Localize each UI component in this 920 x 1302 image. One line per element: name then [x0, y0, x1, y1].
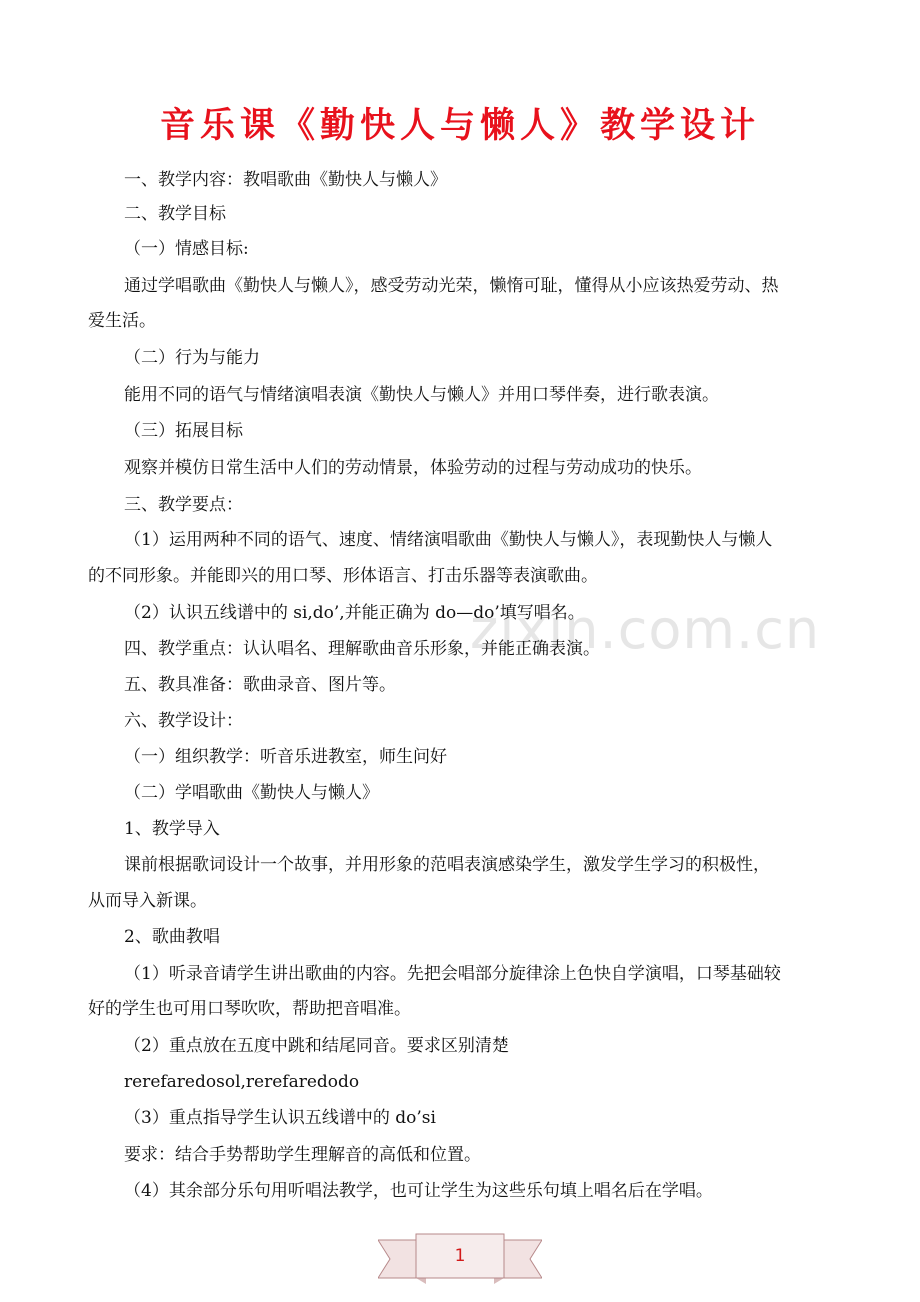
- text-line: 五、教具准备：歌曲录音、图片等。: [124, 675, 396, 695]
- text-line: 能用不同的语气与情绪演唱表演《勤快人与懒人》并用口琴伴奏，进行歌表演。: [124, 385, 719, 405]
- page-number: 1: [454, 1246, 466, 1266]
- text-line: 的不同形象。并能即兴的用口琴、形体语言、打击乐器等表演歌曲。: [88, 566, 598, 586]
- text-line: （二）学唱歌曲《勤快人与懒人》: [124, 783, 379, 803]
- text-line: （1）运用两种不同的语气、速度、情绪演唱歌曲《勤快人与懒人》，表现勤快人与懒人: [124, 530, 773, 550]
- text-line: 六、教学设计：: [124, 711, 243, 731]
- text-line: （1）听录音请学生讲出歌曲的内容。先把会唱部分旋律涂上色快自学演唱，口琴基础较: [124, 964, 781, 984]
- text-line: （4）其余部分乐句用听唱法教学，也可让学生为这些乐句填上唱名后在学唱。: [124, 1181, 713, 1201]
- text-line: 一、教学内容：教唱歌曲《勤快人与懒人》: [124, 170, 447, 190]
- text-line: 二、教学目标: [124, 204, 226, 224]
- text-line: 要求：结合手势帮助学生理解音的高低和位置。: [124, 1145, 481, 1165]
- text-line: 三、教学要点：: [124, 495, 243, 515]
- watermark: zixin.com.cn: [470, 598, 821, 661]
- text-line: 观察并模仿日常生活中人们的劳动情景，体验劳动的过程与劳动成功的快乐。: [124, 458, 702, 478]
- text-line: 2、歌曲教唱: [124, 927, 220, 947]
- text-line: 1、教学导入: [124, 819, 220, 839]
- text-line: rerefaredosol,rerefaredodo: [124, 1072, 360, 1092]
- text-line: 通过学唱歌曲《勤快人与懒人》，感受劳动光荣，懒惰可耻，懂得从小应该热爱劳动、热: [124, 276, 779, 296]
- text-line: 从而导入新课。: [88, 891, 207, 911]
- text-line: 四、教学重点：认认唱名、理解歌曲音乐形象，并能正确表演。: [124, 639, 600, 659]
- text-line: 课前根据歌词设计一个故事，并用形象的范唱表演感染学生，激发学生学习的积极性，: [124, 855, 770, 875]
- text-line: （一）情感目标:: [124, 239, 249, 259]
- text-line: （二）行为与能力: [124, 348, 260, 368]
- text-line: （3）重点指导学生认识五线谱中的 do’si: [124, 1108, 436, 1128]
- text-line: （一）组织教学：听音乐进教室，师生问好: [124, 747, 447, 767]
- text-line: 爱生活。: [88, 311, 156, 331]
- text-line: （2）重点放在五度中跳和结尾同音。要求区别清楚: [124, 1036, 509, 1056]
- text-line: （2）认识五线谱中的 si,do’,并能正确为 do—do’填写唱名。: [124, 603, 585, 623]
- page-title: 音乐课《勤快人与懒人》教学设计: [159, 106, 760, 146]
- text-line: 好的学生也可用口琴吹吹，帮助把音唱准。: [88, 999, 411, 1019]
- text-line: （三）拓展目标: [124, 421, 243, 441]
